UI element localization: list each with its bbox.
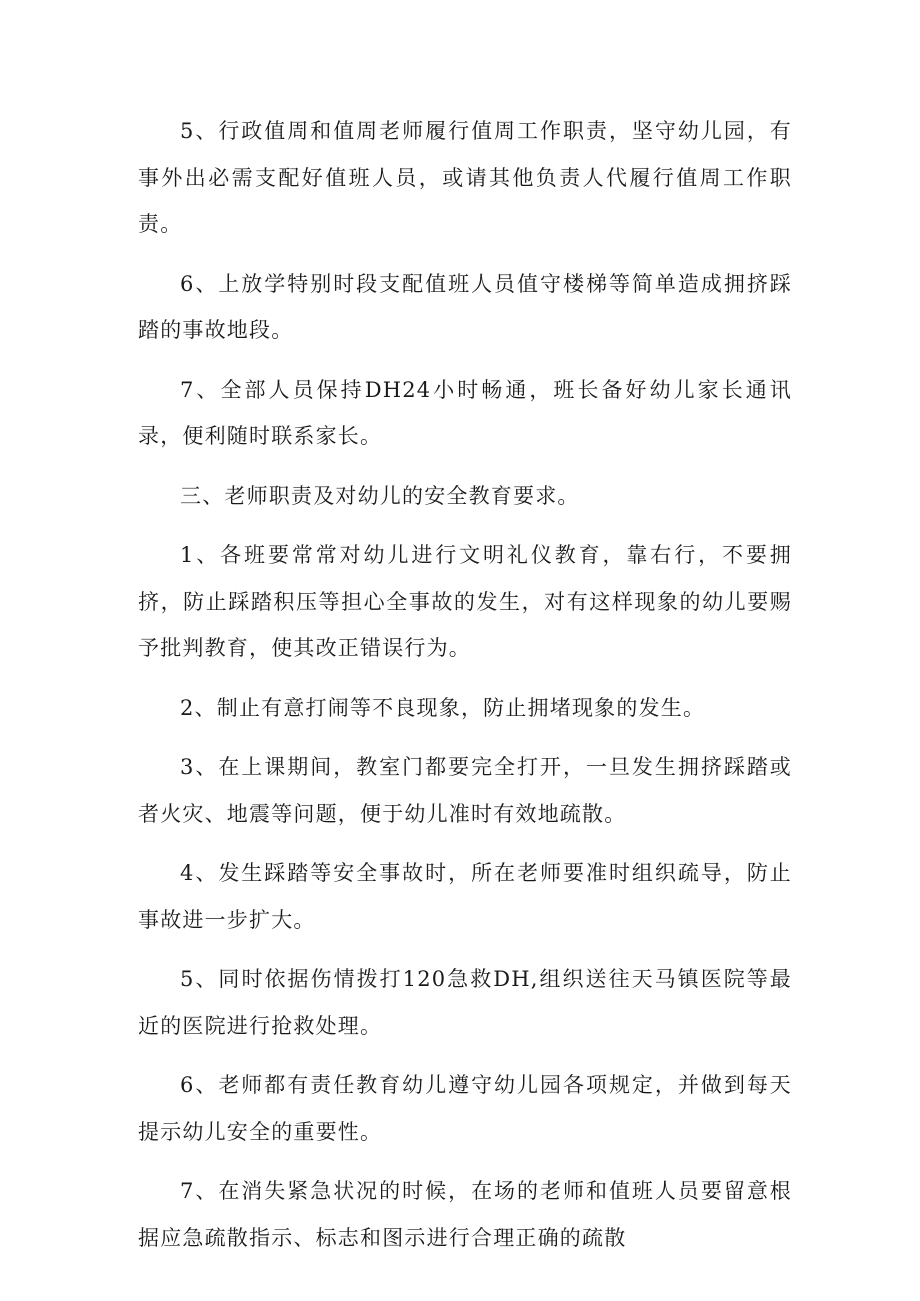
paragraph-duty-week-teacher: 5、行政值周和值周老师履行值周工作职责，坚守幼儿园，有事外出必需支配好值班人员，或请其他负责人代履行值周工作职责。 bbox=[138, 119, 792, 236]
paragraph-phone-contact: 7、全部人员保持DH24小时畅通，班长备好幼儿家长通讯录，便利随时联系家长。 bbox=[138, 377, 792, 448]
paragraph-open-classroom-doors: 3、在上课期间，教室门都要完全打开，一旦发生拥挤踩踏或者火灾、地震等问题，便于幼儿准时有效地疏散。 bbox=[138, 755, 792, 826]
document-body bbox=[138, 108, 792, 1274]
paragraph-stop-horseplay: 2、制止有意打闹等不良现象，防止拥堵现象的发生。 bbox=[180, 695, 706, 720]
paragraph-evacuation: 7、在消失紧急状况的时候，在场的老师和值班人员要留意根据应急疏散指示、标志和图示进行合理正确的疏散 bbox=[138, 1179, 792, 1250]
paragraph-emergency-call: 5、同时依据伤情拨打120急救DH,组织送往天马镇医院等最近的医院进行抢救处理。 bbox=[138, 967, 792, 1038]
paragraph-accident-guidance: 4、发生踩踏等安全事故时，所在老师要准时组织疏导，防止事故进一步扩大。 bbox=[138, 861, 792, 932]
paragraph-safety-rules: 6、老师都有责任教育幼儿遵守幼儿园各项规定，并做到每天提示幼儿安全的重要性。 bbox=[138, 1073, 792, 1144]
section-heading-teacher-duties: 三、老师职责及对幼儿的安全教育要求。 bbox=[180, 483, 580, 508]
paragraph-school-hours-staff: 6、上放学特别时段支配值班人员值守楼梯等简单造成拥挤踩踏的事故地段。 bbox=[138, 271, 792, 342]
paragraph-etiquette-education: 1、各班要常常对幼儿进行文明礼仪教育，靠右行，不要拥挤，防止踩踏积压等担心全事故的发生，对有这样现象的幼儿要赐予批判教育，使其改正错误行为。 bbox=[138, 543, 792, 660]
